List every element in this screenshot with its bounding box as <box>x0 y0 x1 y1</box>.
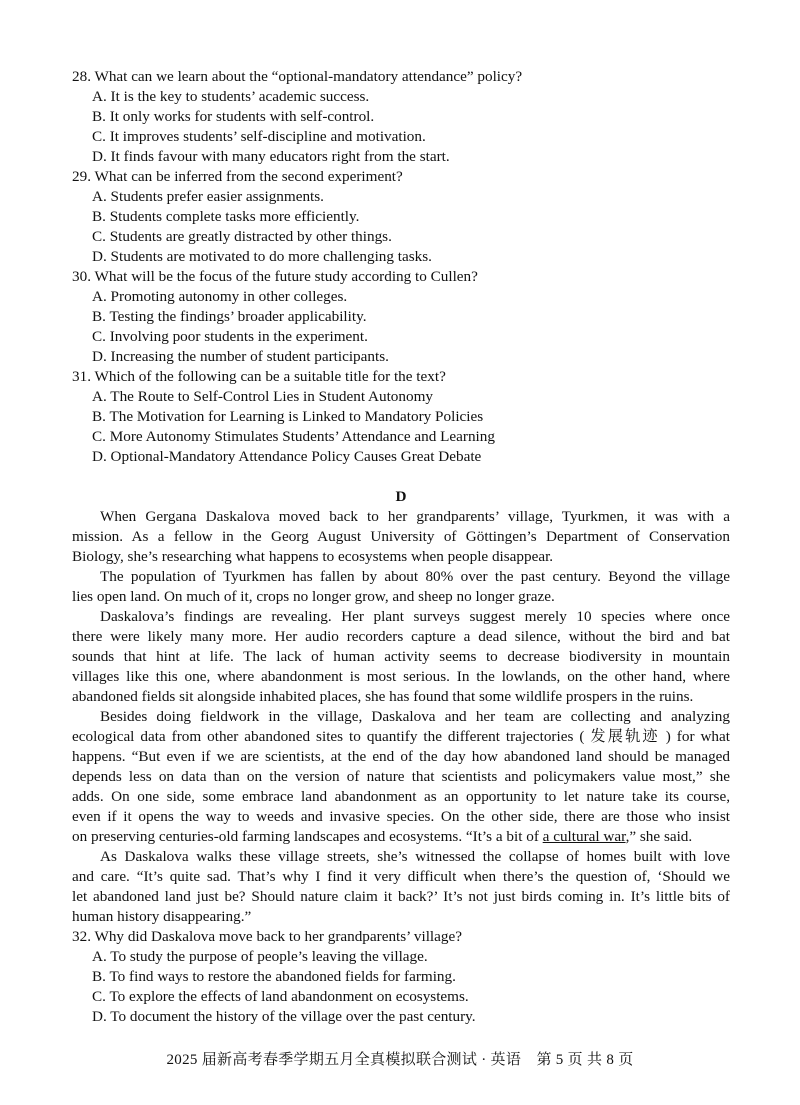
paragraph-line: The population of Tyurkmen has fallen by about 80% over the past century. Beyond the village <box>100 568 730 585</box>
paragraph <box>72 707 730 847</box>
answer-option: B. The Motivation for Learning is Linked to Mandatory Policies <box>92 408 484 425</box>
questions-28-31 <box>72 67 730 467</box>
paragraph-line: abandoned fields sit alongside inhabited places, she has found that some wildlife prospers in the ruins. <box>72 688 694 705</box>
paragraph-line: adds. On one side, some embrace land abandonment as an opportunity to let nature take its course, <box>72 788 730 805</box>
answer-option: D. Optional-Mandatory Attendance Policy Causes Great Debate <box>92 448 482 465</box>
question-block <box>72 167 730 267</box>
answer-option: C. More Autonomy Stimulates Students’ Attendance and Learning <box>92 428 495 445</box>
answer-option: A. To study the purpose of people’s leaving the village. <box>92 948 428 965</box>
page-footer: 2025 届新高考春季学期五月全真模拟联合测试 · 英语 第 5 页 共 8 页 <box>166 1052 634 1068</box>
paragraph-line: there were likely many more. Her audio recorders capture a dead silence, without the bird and bat <box>72 628 730 645</box>
question-stem: 28. What can we learn about the “optional-mandatory attendance” policy? <box>72 68 523 85</box>
answer-option: C. Involving poor students in the experiment. <box>92 328 368 345</box>
question-stem: 31. Which of the following can be a suitable title for the text? <box>72 368 446 385</box>
question-block <box>72 367 730 467</box>
underlined-phrase: a cultural war <box>542 828 626 845</box>
answer-option: A. It is the key to students’ academic success. <box>92 88 370 105</box>
paragraph-line: Daskalova’s findings are revealing. Her plant surveys suggest merely 10 species where once <box>100 608 730 625</box>
paragraph-line: happens. “But even if we are scientists, at the end of the day how abandoned land should be managed <box>72 748 730 765</box>
paragraph <box>72 607 730 707</box>
question-stem: 30. What will be the focus of the future study according to Cullen? <box>72 268 478 285</box>
paragraph-line: lies open land. On much of it, crops no longer grow, and sheep no longer graze. <box>72 588 555 605</box>
paragraph-line: When Gergana Daskalova moved back to her grandparents’ village, Tyurkmen, it was with a <box>100 508 730 525</box>
text-segment: on preserving centuries-old farming landscapes and ecosystems. “It’s a bit of <box>72 828 543 845</box>
paragraph-line: depends less on data than on the version of nature that scientists and policymakers value most,” she <box>72 768 730 785</box>
question-stem: 32. Why did Daskalova move back to her grandparents’ village? <box>72 928 462 945</box>
paragraph-line: sounds that hint at life. The lack of human activity seems to decrease biodiversity in mountain <box>72 648 730 665</box>
answer-option: D. To document the history of the village over the past century. <box>92 1008 476 1025</box>
answer-option: B. To find ways to restore the abandoned fields for farming. <box>92 968 456 985</box>
question-32 <box>72 927 730 1027</box>
paragraph-line: villages like this one, where abandonment is most serious. In the lowlands, on the other hand, where <box>72 668 730 685</box>
paragraph-line: even if it opens the way to weeds and invasive species. On the other side, there are those who insist <box>72 808 730 825</box>
question-block <box>72 927 730 1027</box>
answer-option: A. Promoting autonomy in other colleges. <box>92 288 348 305</box>
answer-option: C. To explore the effects of land abandonment on ecosystems. <box>92 988 469 1005</box>
paragraph-line: Besides doing fieldwork in the village, Daskalova and her team are collecting and analyzing <box>100 708 730 725</box>
answer-option: B. Students complete tasks more efficiently. <box>92 208 360 225</box>
answer-option: B. Testing the findings’ broader applicability. <box>92 308 367 325</box>
paragraph-line <box>72 827 730 847</box>
answer-option: D. It finds favour with many educators right from the start. <box>92 148 450 165</box>
question-block <box>72 267 730 367</box>
answer-option: C. It improves students’ self-discipline and motivation. <box>92 128 426 145</box>
paragraph <box>72 847 730 927</box>
question-block <box>72 67 730 167</box>
passage-d <box>72 507 730 927</box>
answer-option: B. It only works for students with self-control. <box>92 108 375 125</box>
paragraph-line: mission. As a fellow in the Georg August University of Göttingen’s Department of Conservation <box>72 528 730 545</box>
answer-option: A. Students prefer easier assignments. <box>92 188 324 205</box>
section-heading: D <box>395 488 407 505</box>
answer-option: A. The Route to Self-Control Lies in Student Autonomy <box>92 388 433 405</box>
paragraph-line: and care. “It’s quite sad. That’s why I find it very difficult when there’s the question of, ‘Should we <box>72 868 730 885</box>
answer-option: D. Students are motivated to do more challenging tasks. <box>92 248 432 265</box>
answer-option: C. Students are greatly distracted by other things. <box>92 228 392 245</box>
paragraph-line: let abandoned land just be? Should nature claim it back?’ It’s not just birds coming in. It’s little bits of <box>72 888 730 905</box>
paragraph-line: human history disappearing.” <box>72 908 252 925</box>
exam-page-content <box>72 67 730 1027</box>
paragraph-line: ecological data from other abandoned sites to quantify the different trajectories ( 发展轨迹 ) for what <box>72 728 730 745</box>
answer-option: D. Increasing the number of student participants. <box>92 348 389 365</box>
paragraph <box>72 567 730 607</box>
spacer <box>72 467 730 487</box>
paragraph <box>72 507 730 567</box>
paragraph-line: As Daskalova walks these village streets, she’s witnessed the collapse of homes built with love <box>100 848 730 865</box>
paragraph-line: Biology, she’s researching what happens to ecosystems when people disappear. <box>72 548 554 565</box>
question-stem: 29. What can be inferred from the second experiment? <box>72 168 403 185</box>
text-segment: ,” she said. <box>625 828 693 845</box>
